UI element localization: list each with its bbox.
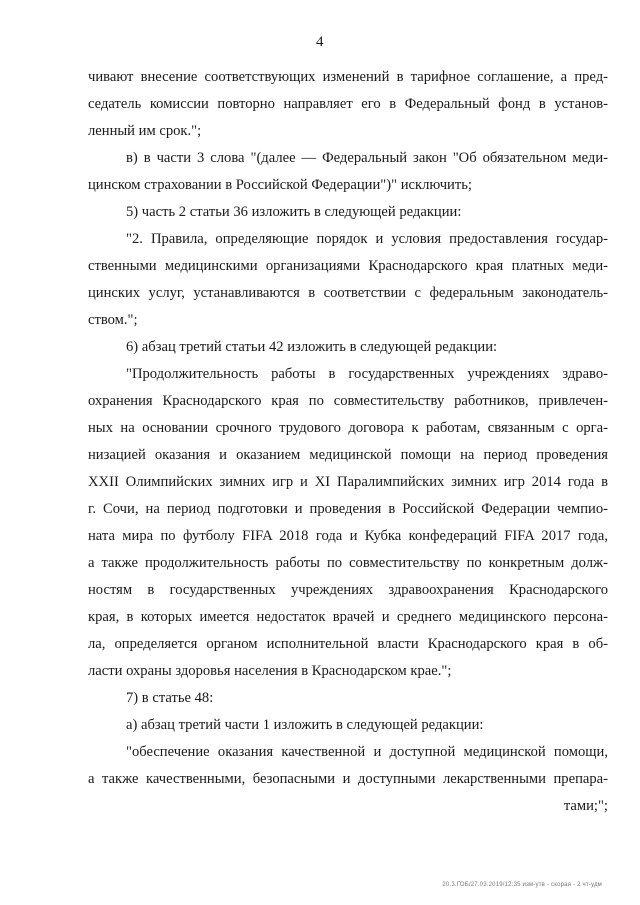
page-number: 4 [316, 34, 324, 50]
text-line: г. Сочи, на период подготовки и проведения в Российской Федерации чемпио- [88, 501, 608, 517]
text-line: ласти охраны здоровья населения в Краснодарском крае."; [88, 663, 452, 679]
text-line: ностям в государственных учреждениях здравоохранения Краснодарского [88, 582, 608, 598]
text-line: ленный им срок."; [88, 123, 202, 139]
text-line: "Продолжительность работы в государственных учреждениях здраво- [126, 366, 608, 382]
text-line: тами;"; [563, 798, 608, 814]
text-line: седатель комиссии повторно направляет его в Федеральный фонд в установ- [88, 96, 608, 112]
text-line: охранения Краснодарского края по совместительству работников, привлечен- [88, 393, 608, 409]
text-line: цинских услуг, устанавливаются в соответствии с федеральным законодатель- [88, 285, 608, 301]
text-line: а также продолжительность работы по совместительству по конкретным долж- [88, 555, 608, 571]
document-footer-stamp: 20.3.ГОБ/27.03.2019/12:35 изм-утв - скорая - 2 чт-удм [442, 882, 602, 888]
text-line: 5) часть 2 статьи 36 изложить в следующей редакции: [126, 204, 462, 220]
text-line: "2. Правила, определяющие порядок и условия предоставления государ- [126, 231, 608, 247]
text-line: чивают внесение соответствующих изменений в тарифное соглашение, а пред- [88, 69, 608, 85]
text-line: ных на основании срочного трудового договора к работам, связанным с орга- [88, 420, 608, 436]
text-line: ственными медицинскими организациями Краснодарского края платных меди- [88, 258, 608, 274]
text-line: ством."; [88, 312, 138, 328]
text-line: в) в части 3 слова "(далее — Федеральный закон "Об обязательном меди- [126, 150, 608, 166]
text-line: ната мира по футболу FIFA 2018 года и Кубка конфедераций FIFA 2017 года, [88, 528, 608, 544]
text-line: XXII Олимпийских зимних игр и XI Паралимпийских зимних игр 2014 года в [88, 474, 608, 490]
text-line: 7) в статье 48: [126, 690, 214, 706]
text-line: низацией оказания и оказанием медицинской помощи на период проведения [88, 447, 608, 463]
text-line: цинском страховании в Российской Федерации")" исключить; [88, 177, 472, 193]
text-line: края, в которых имеется недостаток врачей и среднего медицинского персона- [88, 609, 608, 625]
text-line: ла, определяется органом исполнительной власти Краснодарского края в об- [88, 636, 608, 652]
text-line: а также качественными, безопасными и доступными лекарственными препара- [88, 771, 608, 787]
text-line: а) абзац третий части 1 изложить в следующей редакции: [126, 717, 484, 733]
text-line: 6) абзац третий статьи 42 изложить в следующей редакции: [126, 339, 498, 355]
text-line: "обеспечение оказания качественной и доступной медицинской помощи, [126, 744, 608, 760]
